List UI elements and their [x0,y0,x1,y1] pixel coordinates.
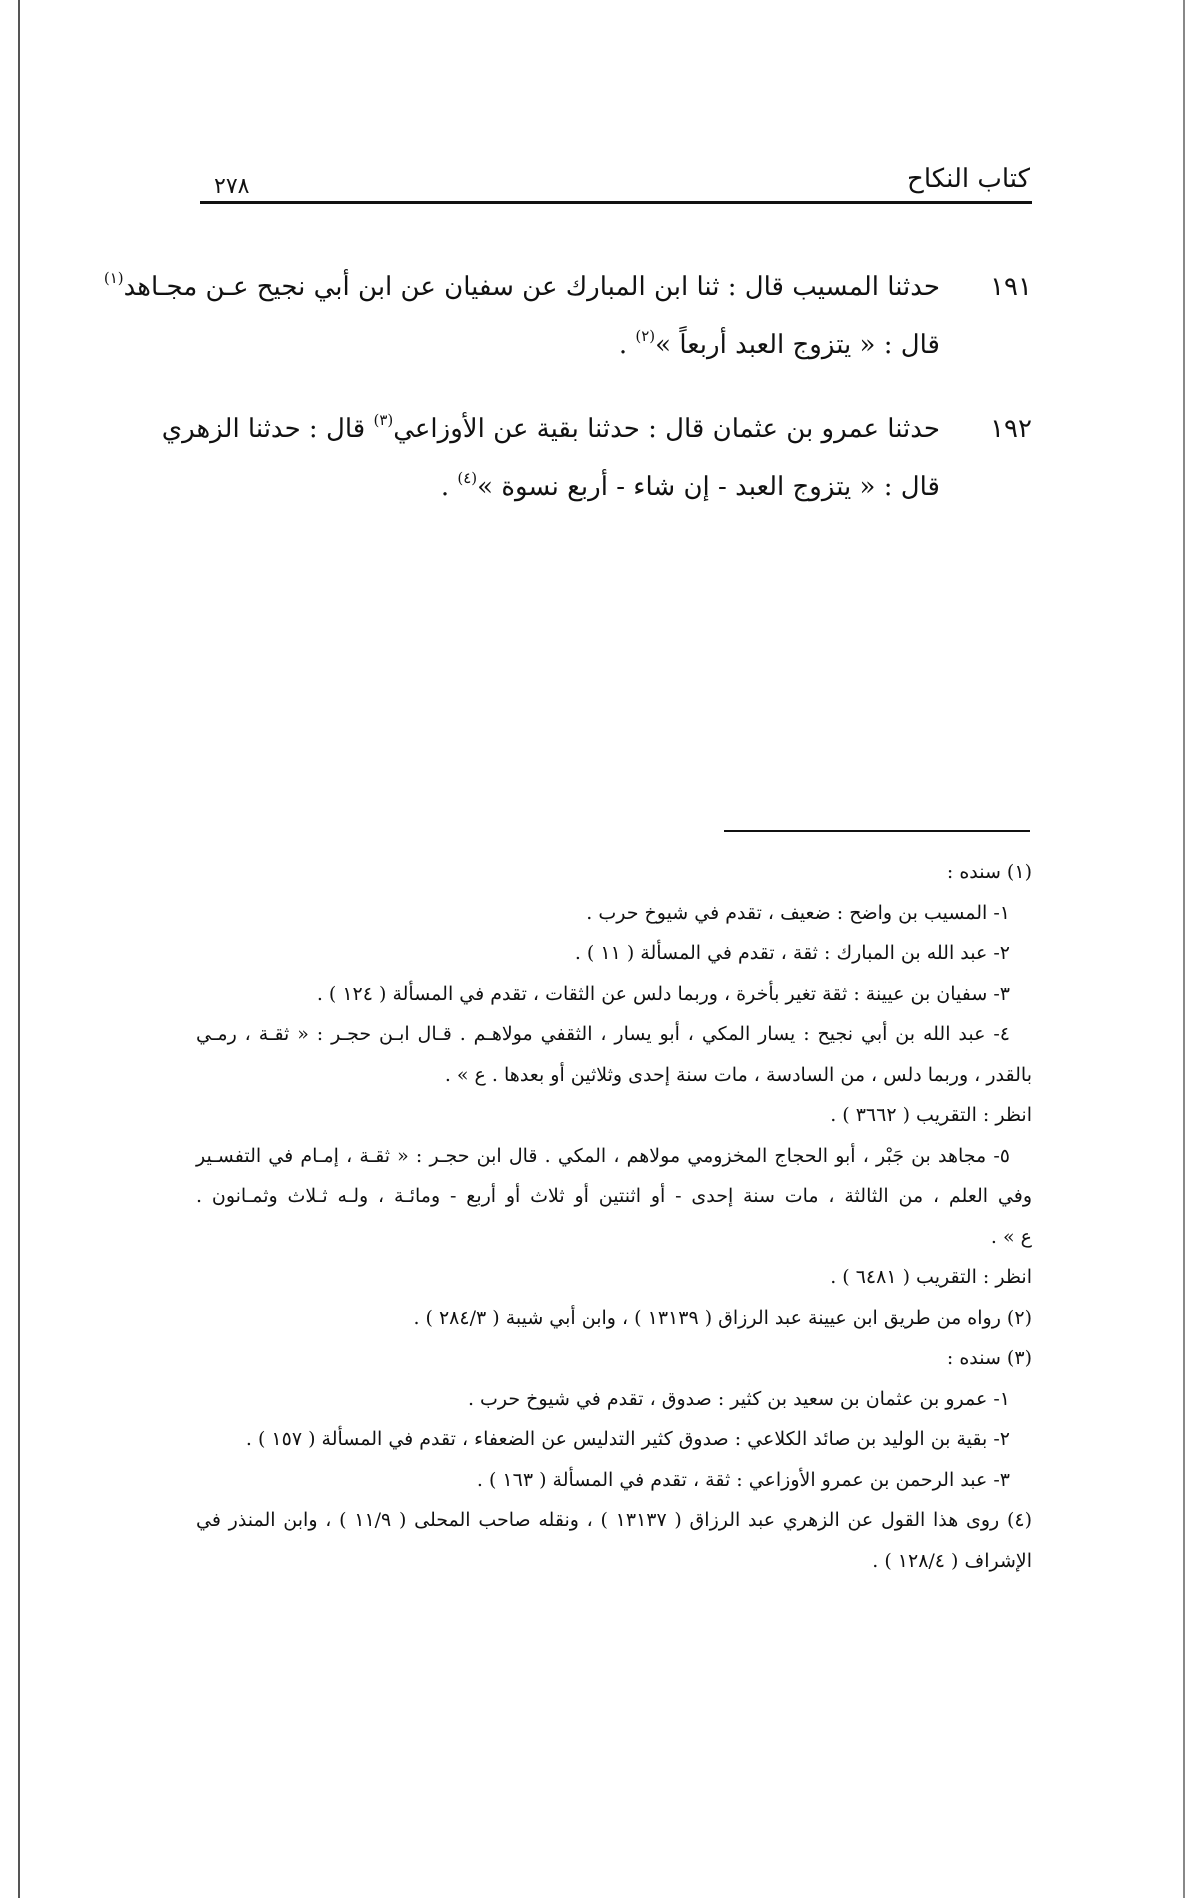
footnote-ref: (٢) [635,327,656,345]
entry-text [161,400,940,516]
footnote-line: انظر : التقريب ( ٣٦٦٢ ) . [830,1104,1032,1126]
page-number: ٢٧٨ [214,174,250,199]
entry-line-end: . [618,330,636,360]
footnote-line: انظر : التقريب ( ٦٤٨١ ) . [830,1266,1032,1288]
footnote-line: ١- المسيب بن واضح : ضعيف ، تقدم في شيوخ حرب . [586,901,1010,924]
entry-line-text: حدثنا عمرو بن عثمان قال : حدثنا بقية عن الأوزاعي [393,414,940,444]
footnote-separator [724,830,1030,832]
main-text [103,258,1032,542]
entry-number: ١٩١ [990,272,1032,302]
running-header [200,160,1030,204]
footnote-line: ٣- سفيان بن عيينة : ثقة تغير بأخرة ، وربما دلس عن الثقات ، تقدم في المسألة ( ١٢٤ ) . [316,982,1010,1005]
entry-line-end: . [440,472,458,502]
footnote-line: ٢- عبد الله بن المبارك : ثقة ، تقدم في المسألة ( ١١ ) . [574,942,1010,964]
entry-192 [161,400,1032,516]
entry-line-text: قال : « يتزوج العبد - إن شاء - أربع نسوة » [477,472,940,502]
footnote-line: بالقدر ، وربما دلس ، من السادسة ، مات سنة إحدى وثلاثين أو بعدها . ع » . [444,1063,1032,1086]
entry-line [196,458,940,516]
entry-line [161,400,940,458]
footnote-ref: (١) [103,269,124,287]
entry-line [196,316,940,374]
page-edge-right [1183,0,1185,1898]
footnotes [196,852,1032,1581]
footnote-line: (٢) رواه من طريق ابن عيينة عبد الرزاق ( ١٣١٣٩ ) ، وابن أبي شيبة ( ٢٨٤/٣ ) . [413,1306,1032,1329]
entry-line [103,258,940,316]
footnote-line: ١- عمرو بن عثمان بن سعيد بن كثير : صدوق ، تقدم في شيوخ حرب . [467,1387,1010,1410]
entry-line-text: قال : « يتزوج العبد أربعاً » [655,330,940,360]
footnote-line: وفي العلم ، من الثالثة ، مات سنة إحدى - أو اثنتين أو ثلاث أو أربع - ومائـة ، ولـه ثـلاث وثمـانون . [196,1185,1032,1207]
footnote-line: الإشراف ( ١٢٨/٤ ) . [872,1549,1032,1572]
footnote-line: ٤- عبد الله بن أبي نجيح : يسار المكي ، أبو يسار ، الثقفي مولاهـم . قـال ابـن حجـر : « ثقـة ، رمـي [196,1023,1010,1045]
entry-line-text: قال : حدثنا الزهري [161,414,374,444]
footnote-ref: (٣) [373,411,394,429]
footnote-line: ع » . [990,1225,1032,1248]
page-edge-left [18,0,20,1898]
entry-text [103,258,940,374]
chapter-title: كتاب النكاح [907,164,1030,194]
footnote-ref: (٤) [457,469,478,487]
footnote-line: ٣- عبد الرحمن بن عمرو الأوزاعي : ثقة ، تقدم في المسألة ( ١٦٣ ) . [476,1468,1010,1491]
footnote-line: (٣) سنده : [946,1347,1032,1369]
entry-number: ١٩٢ [990,414,1032,444]
footnote-line: (٤) روى هذا القول عن الزهري عبد الرزاق ( ١٣١٣٧ ) ، ونقله صاحب المحلى ( ١١/٩ ) ، وابن المنذر في [196,1509,1032,1531]
footnote-line: ٥- مجاهد بن جَبْر ، أبو الحجاج المخزومي مولاهم ، المكي . قال ابن حجـر : « ثقـة ، إمـام في التفسـير [196,1144,1010,1167]
footnote-line: ٢- بقية بن الوليد بن صائد الكلاعي : صدوق كثير التدليس عن الضعفاء ، تقدم في المسألة ( ١٥٧ ) . [245,1428,1010,1450]
entry-191 [103,258,1032,374]
entry-line-text: حدثنا المسيب قال : ثنا ابن المبارك عن سفيان عن ابن أبي نجيح عـن مجـاهد [123,272,940,302]
footnote-line: (١) سنده : [946,861,1032,883]
header-rule [200,201,1032,204]
